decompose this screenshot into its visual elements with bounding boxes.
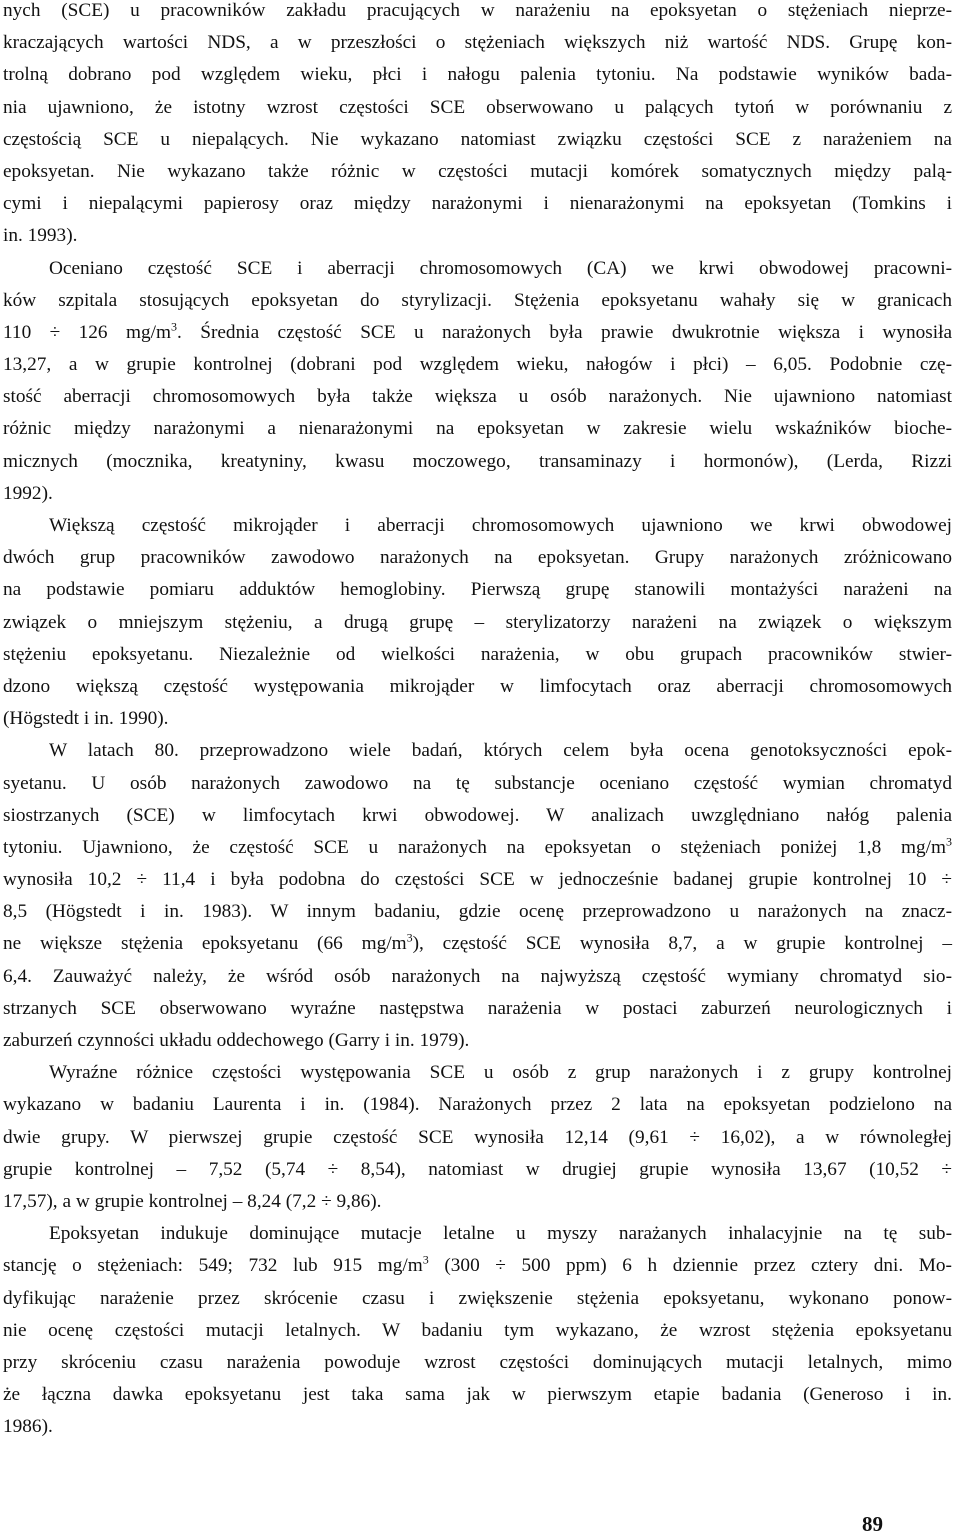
text-line: micznych (mocznika, kreatyniny, kwasu moczowego, transaminazy i hormonów), (Lerda, Rizzi <box>3 450 952 472</box>
text-line: 17,57), a w grupie kontrolnej – 8,24 (7,2 ÷ 9,86). <box>3 1190 382 1212</box>
text-line: epoksyetan. Nie wykazano także różnic w częstości mutacji komórek somatycznych między palą- <box>3 160 952 182</box>
text-line: na podstawie pomiaru adduktów hemoglobiny. Pierwszą grupę stanowili montażyści narażeni na <box>3 579 952 601</box>
text-line: in. 1993). <box>3 225 78 247</box>
text-line: 1986). <box>3 1416 53 1438</box>
text-line: tytoniu. Ujawniono, że częstość SCE u narażonych na epoksyetan o stężeniach poniżej 1,8 $mg/m^3$ <box>3 834 952 858</box>
text-line: (Hӧgstedt i in. 1990). <box>3 708 169 730</box>
text-line: wynosiła 10,2 ÷ 11,4 i była podobna do częstości SCE w jednocześnie badanej grupie kontrolnej 10 ÷ <box>3 869 952 891</box>
text-line: wykazano w badaniu Laurenta i in. (1984). Narażonych przez 2 lata na epoksyetan podzielono na <box>3 1094 952 1116</box>
text-line: stancję o stężeniach: 549; 732 lub 915 $mg/m^3$ (300 ÷ 500 ppm) 6 h dziennie przez cztery dni. Mo- <box>3 1252 952 1277</box>
text-line: strzanych SCE obserwowano wyraźne następstwa narażenia w postaci zaburzeń neurologicznych i <box>3 997 952 1019</box>
paragraph-first-line: Większą częstość mikrojąder i aberracji chromosomowych ujawniono we krwi obwodowej <box>49 515 952 536</box>
text-line: siostrzanych (SCE) w limfocytach krwi obwodowej. W analizach uwzględniano nałóg palenia <box>3 804 952 826</box>
text-line: nia ujawniono, że istotny wzrost częstości SCE obserwowano u palących tytoń w porównaniu z <box>3 96 952 118</box>
paragraph-first-line: W latach 80. przeprowadzono wiele badań, których celem była ocena genotoksyczności epok- <box>49 740 952 762</box>
text-line: stość aberracji chromosomowych była także większa u osób narażonych. Nie ujawniono natomiast <box>3 386 952 408</box>
text-line: kraczających wartości NDS, a w przeszłości o stężeniach większych niż wartość NDS. Grupę kon- <box>3 32 952 54</box>
text-line: nie ocenę częstości mutacji letalnych. W badaniu tym wykazano, że wzrost stężenia epoksyetanu <box>3 1319 952 1341</box>
page-number: 89 <box>862 1512 883 1536</box>
text-line: zaburzeń czynności układu oddechowego (Garry i in. 1979). <box>3 1030 470 1051</box>
text-line: trolną dobrano pod względem wieku, płci i nałogu palenia tytoniu. Na podstawie wyników bada- <box>3 64 952 86</box>
text-line: przy skróceniu czasu narażenia powoduje wzrost częstości dominujących mutacji letalnych, mimo <box>3 1351 952 1373</box>
document-body <box>3 0 952 1443</box>
text-line: stężeniu epoksyetanu. Niezależnie od wielkości narażenia, w obu grupach pracowników stwier- <box>3 643 952 665</box>
text-line: częstością SCE u niepalących. Nie wykazano natomiast związku częstości SCE z narażeniem na <box>3 128 952 150</box>
text-line: cymi i niepalącymi papierosy oraz między narażonymi i nienarażonymi na epoksyetan (Tomkins i <box>3 193 952 215</box>
text-line: dzono większą częstość występowania mikrojąder w limfocytach oraz aberracji chromosomowych <box>3 675 952 697</box>
text-line: 13,27, a w grupie kontrolnej (dobrani pod względem wieku, nałogów i płci) – 6,05. Podobnie czę- <box>3 354 952 376</box>
text-line: grupie kontrolnej – 7,52 (5,74 ÷ 8,54), natomiast w drugiej grupie wynosiła 13,67 (10,52 ÷ <box>3 1158 952 1180</box>
text-line: syetanu. U osób narażonych zawodowo na tę substancje oceniano częstość wymian chromatyd <box>3 772 952 794</box>
text-line: ków szpitala stosujących epoksyetan do styrylizacji. Stężenia epoksyetanu wahały się w granicach <box>3 289 952 311</box>
text-line: dyfikując narażenie przez skrócenie czasu i zwiększenie stężenia epoksyetanu, wykonano ponow- <box>3 1287 952 1309</box>
paragraph-first-line: Epoksyetan indukuje dominujące mutacje letalne u myszy narażanych inhalacyjnie na tę sub- <box>49 1223 952 1245</box>
text-line: dwóch grup pracowników zawodowo narażonych na epoksyetan. Grupy narażonych zróżnicowano <box>3 547 952 569</box>
text-line: różnic między narażonymi a nienarażonymi na epoksyetan w zakresie wielu wskaźników bioche- <box>3 418 952 440</box>
text-line: że łączna dawka epoksyetanu jest taka sama jak w pierwszym etapie badania (Generoso i in. <box>3 1384 952 1406</box>
paragraph-first-line: Oceniano częstość SCE i aberracji chromosomowych (CA) we krwi obwodowej pracowni- <box>49 257 952 279</box>
text-line: dwie grupy. W pierwszej grupie częstość SCE wynosiła 12,14 (9,61 ÷ 16,02), a w równoległej <box>3 1126 952 1148</box>
text-line: 6,4. Zauważyć należy, że wśród osób narażonych na najwyższą częstość wymiany chromatyd sio- <box>3 965 952 987</box>
text-line: związek o mniejszym stężeniu, a drugą grupę – sterylizatorzy narażeni na związek o większym <box>3 611 952 633</box>
text-line: 110 ÷ 126 $mg/m^3$. Średnia częstość SCE u narażonych była prawie dwukrotnie większa i wynosiła <box>3 319 953 343</box>
text-line: ne większe stężenia epoksyetanu (66 $mg/m^3$), częstość SCE wynosiła 8,7, a w grupie kontrolnej – <box>3 931 952 955</box>
paragraph-first-line: Wyraźne różnice częstości występowania SCE u osób z grup narażonych i z grupy kontrolnej <box>49 1062 952 1084</box>
text-line: 1992). <box>3 482 53 504</box>
text-line: 8,5 (Hӧgstedt i in. 1983). W innym badaniu, gdzie ocenę przeprowadzono u narażonych na znacz- <box>3 901 952 923</box>
text-line: nych (SCE) u pracowników zakładu pracujących w narażeniu na epoksyetan o stężeniach nieprze- <box>3 0 952 21</box>
